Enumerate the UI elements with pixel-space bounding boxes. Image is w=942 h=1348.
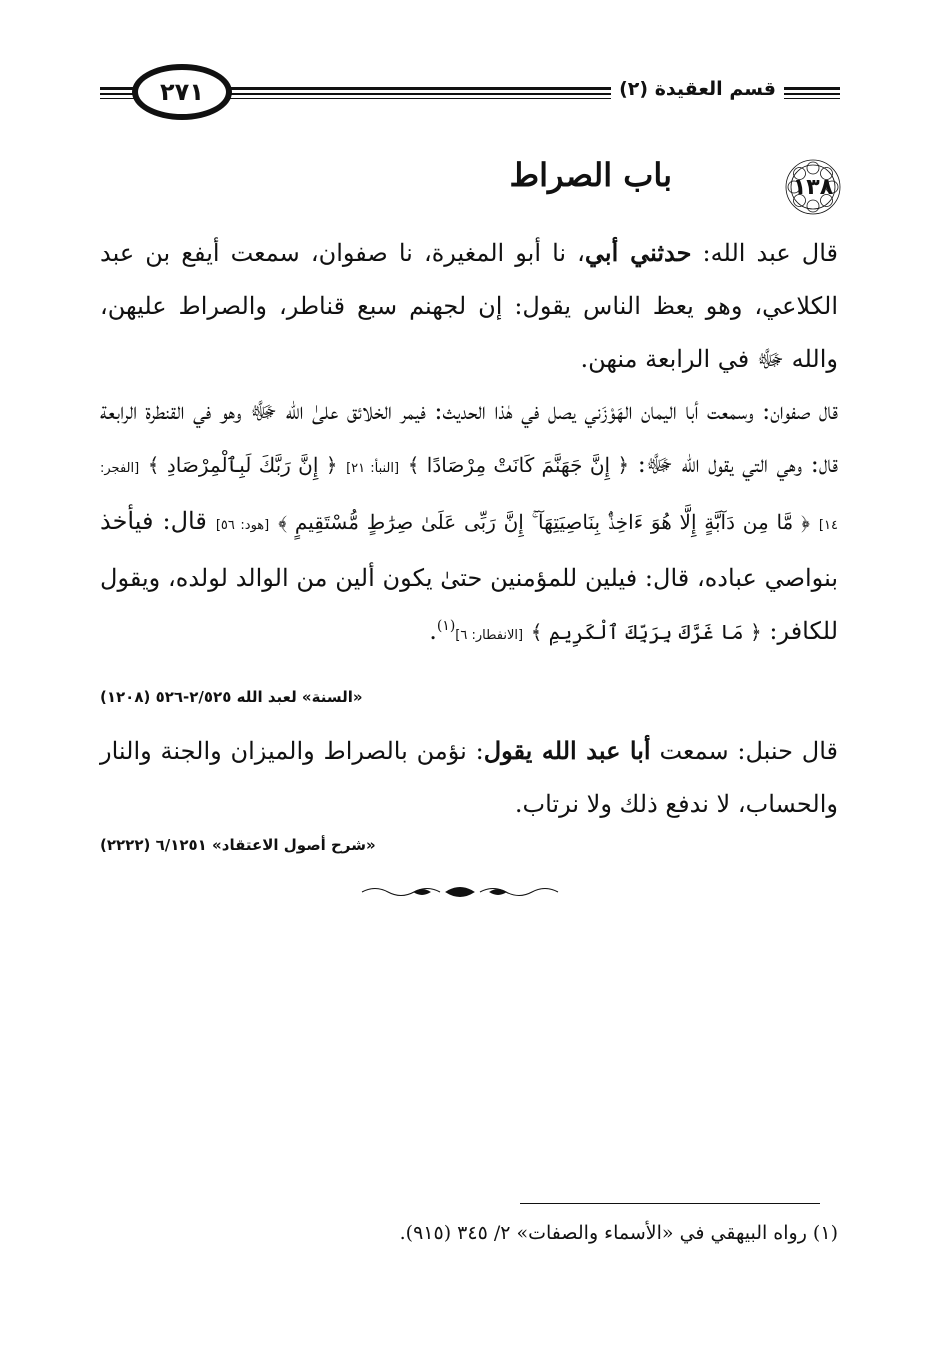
section-divider-ornament-icon	[360, 883, 560, 901]
verse-reference: [هود: ٥٦]	[215, 518, 270, 533]
verse-reference: [الانفطار: ٦]	[455, 628, 524, 643]
verse-reference: [الفجر: ١٤]	[100, 461, 838, 533]
quran-verse: ﴿ إِنَّ رَبَّكَ لَبِٱلْمِرْصَادِ ﴾	[147, 453, 338, 477]
page-header	[100, 62, 840, 128]
narration-bold-phrase: أبا عبد الله يقول	[483, 736, 651, 765]
narration-paragraph-2: قال صفوان: وسمعت أبا اليمان الهَوْزَني يصل في هٰذا الحديث: فيمر الخلائق علىٰ الله ﷻ وهو في القنطرة الرابعة قال: وهي التي يقول الله ﷻ: ﴿ إِنَّ جَهَنَّمَ كَانَتْ مِرْصَادًا ﴾ [النبأ: ٢١] ﴿ إِنَّ رَبَّكَ لَبِٱلْمِرْصَادِ ﴾ [الفجر: ١٤] ﴿ مَّا مِن دَآبَّةٍ إِلَّا هُوَ ءَاخِذٌۢ بِنَاصِيَتِهَآ ۚ إِنَّ رَبِّى عَلَىٰ صِرَٰطٍ مُّسْتَقِيمٍ ﴾ [هود: ٥٦] قال: فيأخذ بنواصي عباده، قال: فيلين للمؤمنين حتىٰ يكون ألين من الوالد لولده، ويقول للكافر: ﴿ مَا غَرَّكَ بِرَبِّكَ ٱلْكَرِيمِ ﴾ [الانفطار: ٦]$^{(١)}$.	[100, 397, 838, 645]
narration-text: : نؤمن بالصراط والميزان والجنة والنار والحساب، لا ندفع ذلك ولا نرتاب.	[100, 737, 838, 818]
footnote-rule	[520, 1203, 820, 1204]
narration-text: ، نا أبو المغيرة، نا صفوان، سمعت أيفع بن عبد الكلاعي، وهو يعظ الناس يقول: إن لجهنم سبع قناطر، والصراط عليهن، والله ﷻ في الرابعة منهن.	[100, 239, 838, 373]
verse-reference: [النبأ: ٢١]	[346, 461, 400, 476]
quran-verse: ﴿ مَا غَرَّكَ بِرَبِّكَ ٱلْكَرِيمِ ﴾	[530, 620, 762, 644]
chapter-heading	[380, 150, 842, 220]
page-number	[132, 64, 232, 120]
quran-verse: ﴿ مَّا مِن دَآبَّةٍ إِلَّا هُوَ ءَاخِذٌۢ بِنَاصِيَتِهَآ ۚ إِنَّ رَبِّى عَلَىٰ صِرَٰطٍ مُّسْتَقِيمٍ ﴾	[278, 510, 810, 534]
source-citation: «السنة» لعبد الله ٢/٥٢٥-٥٢٦ (١٢٠٨)	[100, 688, 363, 706]
narration-intro: قال حنبل: سمعت	[659, 737, 839, 765]
running-head: قسم العقيدة (٢)	[611, 78, 784, 100]
footnote-marker[interactable]: (١)	[436, 618, 456, 634]
footnote: (١) رواه البيهقي في «الأسماء والصفات» ٢/ ٣٤٥ (٩١٥).	[399, 1222, 838, 1244]
chapter-title: باب الصراط	[509, 156, 672, 194]
source-citation: «شرح أصول الاعتقاد» ٦/١٢٥١ (٢٢٢٢)	[100, 836, 376, 854]
chapter-number-badge	[784, 158, 842, 216]
narration-text: قال: فيأخذ بنواصي عباده، قال: فيلين للمؤمنين حتىٰ يكون ألين من الوالد لولده، ويقول للكافر:	[100, 507, 838, 645]
narration-paragraph-1	[100, 226, 838, 386]
chapter-number: ١٣٨	[792, 174, 834, 200]
narration-text: قال صفوان: وسمعت أبا اليمان الهَوْزَني يصل في هٰذا الحديث: فيمر الخلائق علىٰ الله ﷻ وهو في القنطرة الرابعة قال: وهي التي يقول الله ﷻ:	[100, 397, 838, 478]
page-number-text: ٢٧١	[160, 78, 204, 106]
narration-intro: قال عبد الله:	[702, 239, 838, 267]
narration-bold-phrase: حدثني أبي	[584, 238, 692, 267]
narration-paragraph-3	[100, 724, 838, 831]
quran-verse: ﴿ إِنَّ جَهَنَّمَ كَانَتْ مِرْصَادًا ﴾	[407, 453, 630, 477]
